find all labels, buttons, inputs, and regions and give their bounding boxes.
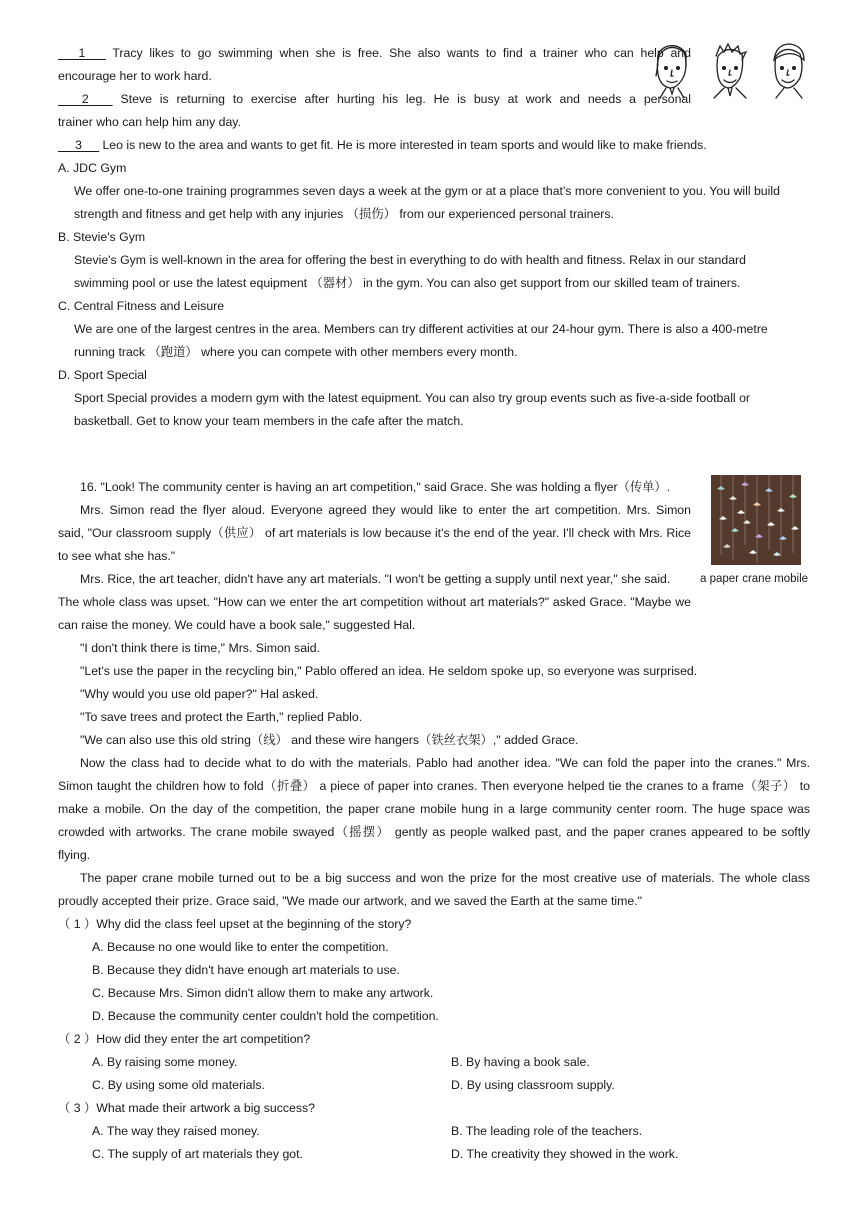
question-2-stem: （ 2 ）How did they enter the art competition? [58, 1032, 311, 1046]
passage-line: Mrs. Rice, the art teacher, didn't have any art materials. "I won't be getting a supply until next year," she said. [80, 572, 671, 586]
passage-line: The paper crane mobile turned out to be a big success and won the prize for the most creative use of materials. The whole class [80, 871, 810, 885]
passage-line: can raise the money. We could have a book sale," suggested Hal. [58, 618, 416, 632]
option-b-title: B. Stevie's Gym [58, 230, 146, 244]
option-a-line: strength and fitness and get help with any injuries （损伤） from our experienced personal trainers. [74, 207, 614, 221]
face-icon [774, 44, 804, 98]
matching-item-3 [58, 137, 707, 153]
paper-crane-mobile-image [711, 475, 801, 565]
q1-option-b[interactable]: B. Because they didn't have enough art materials to use. [92, 963, 400, 977]
passage-line: "Why would you use old paper?" Hal asked. [80, 687, 319, 701]
option-a-title: A. JDC Gym [58, 161, 127, 175]
passage-line: 16. "Look! The community center is having an art competition," said Grace. She was holding a flyer（传单）. [80, 480, 671, 494]
passage-line: flying. [58, 848, 91, 862]
option-d-line: Sport Special provides a modern gym with the latest equipment. You can also try group events such as five-a-side football or [74, 391, 751, 405]
passage-line: proudly accepted their prize. Grace said, "We made our artwork, and we saved the Earth at the same time." [58, 894, 643, 908]
item-text-cont: encourage her to work hard. [58, 69, 212, 83]
image-caption: a paper crane mobile [700, 573, 809, 585]
question-3-stem: （ 3 ）What made their artwork a big success? [58, 1101, 315, 1115]
option-c-line: running track （跑道） where you can compete with other members every month. [74, 345, 518, 359]
passage-line: "Let's use the paper in the recycling bin," Pablo offered an idea. He seldom spoke up, so everyone was surprised. [80, 664, 698, 678]
q2-option-c[interactable]: C. By using some old materials. [92, 1078, 265, 1092]
passage-line: crowded with artworks. The crane mobile swayed（摇摆） gently as people walked past, and the paper cranes appeared to be softly [58, 825, 810, 839]
passage-line: "I don't think there is time," Mrs. Simon said. [80, 641, 321, 655]
passage-line: "We can also use this old string（线） and these wire hangers（铁丝衣架）," added Grace. [80, 733, 579, 747]
q2-option-d[interactable]: D. By using classroom supply. [451, 1078, 615, 1092]
option-b-line: swimming pool or use the latest equipment （器材） in the gym. You can also get support from our skilled team of trainers. [74, 276, 741, 290]
item-text: Leo is new to the area and wants to get fit. He is more interested in team sports and would like to make friends. [102, 138, 707, 152]
option-d-title: D. Sport Special [58, 368, 147, 382]
answer-blank[interactable]: 2 [81, 92, 89, 106]
q3-option-c[interactable]: C. The supply of art materials they got. [92, 1147, 303, 1161]
option-a-line: We offer one-to-one training programmes seven days a week at the gym or at a place that's more convenient to you. You will build [74, 184, 780, 198]
passage-line: said, "Our classroom supply（供应） of art materials is low because it's the end of the year. I'll check with Mrs. Rice [58, 526, 691, 540]
q1-option-a[interactable]: A. Because no one would like to enter the competition. [92, 940, 389, 954]
option-c-title: C. Central Fitness and Leisure [58, 299, 225, 313]
passage-line: "To save trees and protect the Earth," replied Pablo. [80, 710, 363, 724]
q1-option-c[interactable]: C. Because Mrs. Simon didn't allow them to make any artwork. [92, 986, 434, 1000]
passage-line: The whole class was upset. "How can we enter the art competition without art materials?" asked Grace. "Maybe we [58, 595, 691, 609]
q3-option-a[interactable]: A. The way they raised money. [92, 1124, 260, 1138]
item-text-cont: trainer who can help him any day. [58, 115, 241, 129]
option-c-line: We are one of the largest centres in the area. Members can try different activities at our 24-hour gym. There is also a 400-metre [74, 322, 768, 336]
q2-option-a[interactable]: A. By raising some money. [92, 1055, 238, 1069]
item-text: Steve is returning to exercise after hurting his leg. He is busy at work and needs a personal [120, 92, 691, 106]
q1-option-d[interactable]: D. Because the community center couldn't hold the competition. [92, 1009, 439, 1023]
answer-blank[interactable]: 1 [78, 46, 86, 60]
option-b-line: Stevie's Gym is well-known in the area for offering the best in everything to do with health and fitness. Relax in our standard [74, 253, 746, 267]
passage-line: make a mobile. On the day of the competition, the paper crane mobile hung in a large community center room. The huge space was [58, 802, 810, 816]
three-faces-illustration [650, 42, 816, 100]
answer-blank[interactable]: 3 [75, 138, 82, 152]
face-icon [714, 44, 746, 98]
item-text: Tracy likes to go swimming when she is free. She also wants to find a trainer who can help and [112, 46, 691, 60]
passage-line: Mrs. Simon read the flyer aloud. Everyone agreed they would like to enter the art competition. Mrs. Simon [80, 503, 691, 517]
matching-item-1 [58, 45, 691, 61]
q2-option-b[interactable]: B. By having a book sale. [451, 1055, 590, 1069]
q3-option-d[interactable]: D. The creativity they showed in the work. [451, 1147, 679, 1161]
face-icon [656, 46, 686, 98]
passage-line: Now the class had to decide what to do with the materials. Pablo had another idea. "We can fold the paper into the cranes." Mrs. [80, 756, 810, 770]
passage-line: Simon taught the children how to fold（折叠） a piece of paper into cranes. Then everyone helped tie the cranes to a frame（架子） to [58, 779, 810, 793]
q3-option-b[interactable]: B. The leading role of the teachers. [451, 1124, 643, 1138]
passage-line: to see what she has." [58, 549, 176, 563]
question-1-stem: （ 1 ）Why did the class feel upset at the beginning of the story? [58, 917, 412, 931]
option-d-line: basketball. Get to know your team members in the cafe after the match. [74, 414, 464, 428]
matching-item-2 [58, 91, 691, 107]
